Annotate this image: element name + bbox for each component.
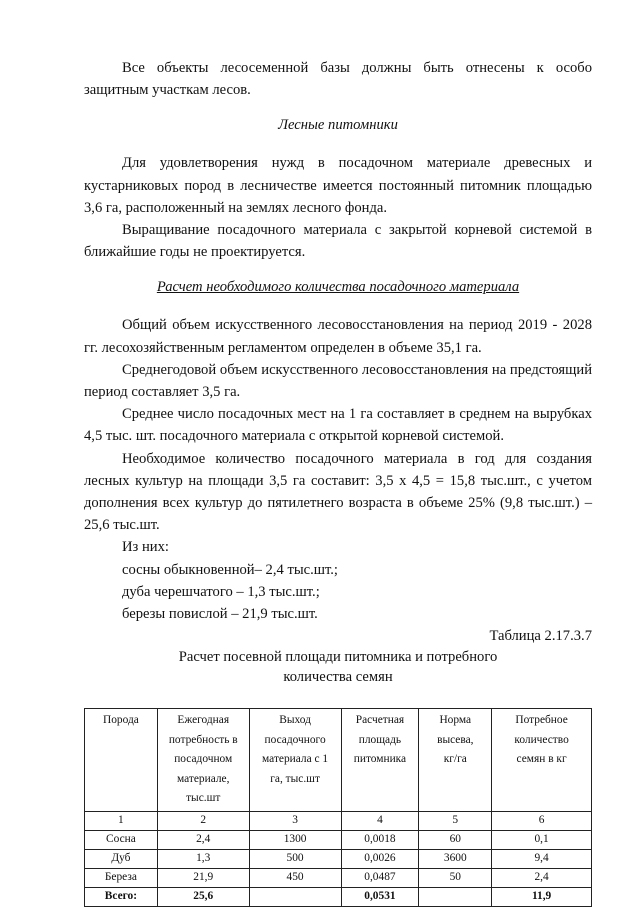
- table-number: Таблица 2.17.3.7: [489, 628, 592, 645]
- paragraph-annual-volume: Среднегодовой объем искусственного лесовосстановления на предстоящий период составляет 3,5 га.: [84, 361, 592, 401]
- paragraph-total-volume: Общий объем искусственного лесовосстановления на период 2019 - 2028 гг. лесохозяйственным регламентом определен в объеме 35,1 га.: [84, 317, 592, 356]
- header-text: потребность в: [168, 733, 238, 746]
- header-text: тыс.шт: [186, 792, 221, 805]
- header-yield: [249, 709, 341, 812]
- header-text: Выход: [279, 714, 311, 727]
- header-seeding-rate: [419, 709, 492, 812]
- header-text: Норма: [439, 714, 472, 727]
- table-cell: 3: [249, 811, 341, 830]
- heading-planting-calc: Расчет необходимого количества посадочного материала: [156, 279, 520, 296]
- table-cell: Береза: [85, 868, 158, 887]
- table-cell: 0,1: [492, 830, 592, 849]
- header-text: Расчетная: [355, 714, 405, 727]
- paragraph-planting-density: Среднее число посадочных мест на 1 га составляет в среднем на вырубках 4,5 тыс. шт. посадочного материала с открытой корневой системой.: [84, 406, 592, 445]
- header-text: га, тыс.шт: [270, 772, 320, 785]
- list-intro: Из них:: [122, 539, 169, 556]
- table-row: [85, 849, 592, 868]
- table-cell: 11,9: [492, 887, 592, 906]
- table-cell: 4: [341, 811, 419, 830]
- table-cell: 500: [249, 849, 341, 868]
- table-cell: 450: [249, 868, 341, 887]
- table-row: [85, 868, 592, 887]
- table-row: [85, 830, 592, 849]
- header-area: [341, 709, 419, 812]
- header-text: высева,: [437, 733, 474, 746]
- table-cell: [419, 887, 492, 906]
- table-cell: 2,4: [492, 868, 592, 887]
- table-cell: 25,6: [157, 887, 249, 906]
- table-cell: 2: [157, 811, 249, 830]
- table-cell: 0,0026: [341, 849, 419, 868]
- header-annual-need: [157, 709, 249, 812]
- header-species: [85, 709, 158, 812]
- table-cell: 5: [419, 811, 492, 830]
- table-cell: Всего:: [85, 887, 158, 906]
- table-cell: 6: [492, 811, 592, 830]
- paragraph-nursery-area: Для удовлетворения нужд в посадочном материале древесных и кустарниковых пород в лесничестве имеется постоянный питомник площадью 3,6 га, расположенный на землях лесного фонда.: [84, 155, 592, 216]
- header-text: Ежегодная: [177, 714, 230, 727]
- table-cell: 60: [419, 830, 492, 849]
- list-item-birch: березы повислой – 21,9 тыс.шт.: [122, 606, 318, 623]
- header-text: посадочного: [264, 733, 326, 746]
- header-text: материале,: [177, 772, 230, 785]
- table-cell: 0,0018: [341, 830, 419, 849]
- table-cell: 3600: [419, 849, 492, 868]
- header-text: питомника: [353, 753, 407, 766]
- table-cell: Сосна: [85, 830, 158, 849]
- header-seed-quantity: [492, 709, 592, 812]
- header-text: площадь: [358, 733, 402, 746]
- table-cell: 1: [85, 811, 158, 830]
- header-text: количество: [514, 733, 569, 746]
- table-total-row: [85, 887, 592, 906]
- column-number-row: [85, 811, 592, 830]
- document-page: [84, 57, 592, 907]
- table-cell: 2,4: [157, 830, 249, 849]
- table-cell: 50: [419, 868, 492, 887]
- table-cell: 0,0531: [341, 887, 419, 906]
- table-header-row: [85, 709, 592, 812]
- heading-nurseries: Лесные питомники: [278, 117, 398, 134]
- table-cell: [249, 887, 341, 906]
- table-cell: 0,0487: [341, 868, 419, 887]
- table-cell: Дуб: [85, 849, 158, 868]
- header-text: семян в кг: [516, 753, 567, 766]
- table-title: [84, 647, 592, 687]
- paragraph-seed-base: Все объекты лесосеменной базы должны быть отнесены к особо защитным участкам лесов.: [84, 60, 592, 99]
- header-text: Потребное: [515, 714, 568, 727]
- header-text: материала с 1: [262, 753, 329, 766]
- list-item-pine: сосны обыкновенной– 2,4 тыс.шт.;: [122, 561, 338, 578]
- table-cell: 1,3: [157, 849, 249, 868]
- list-item-oak: дуба черешчатого – 1,3 тыс.шт.;: [122, 583, 320, 600]
- header-text: посадочном: [174, 753, 233, 766]
- table-cell: 21,9: [157, 868, 249, 887]
- table-title-line1: Расчет посевной площади питомника и потребного: [178, 649, 498, 666]
- header-text: Порода: [102, 714, 139, 727]
- nursery-table: [84, 708, 592, 907]
- paragraph-required-amount: Необходимое количество посадочного материала в год для создания лесных культур на площади 3,5 га составит: 3,5 х 4,5 = 15,8 тыс.шт., с учетом дополнения всех культур до пятилетнего возраста в объеме 25% (9,8 тыс.шт.) – 25,6 тыс.шт.: [84, 450, 592, 534]
- table-title-line2: количества семян: [283, 669, 393, 686]
- table-cell: 1300: [249, 830, 341, 849]
- table-cell: 9,4: [492, 849, 592, 868]
- header-text: кг/га: [443, 753, 467, 766]
- paragraph-closed-root: Выращивание посадочного материала с закрытой корневой системой в ближайшие годы не проектируется.: [84, 222, 592, 261]
